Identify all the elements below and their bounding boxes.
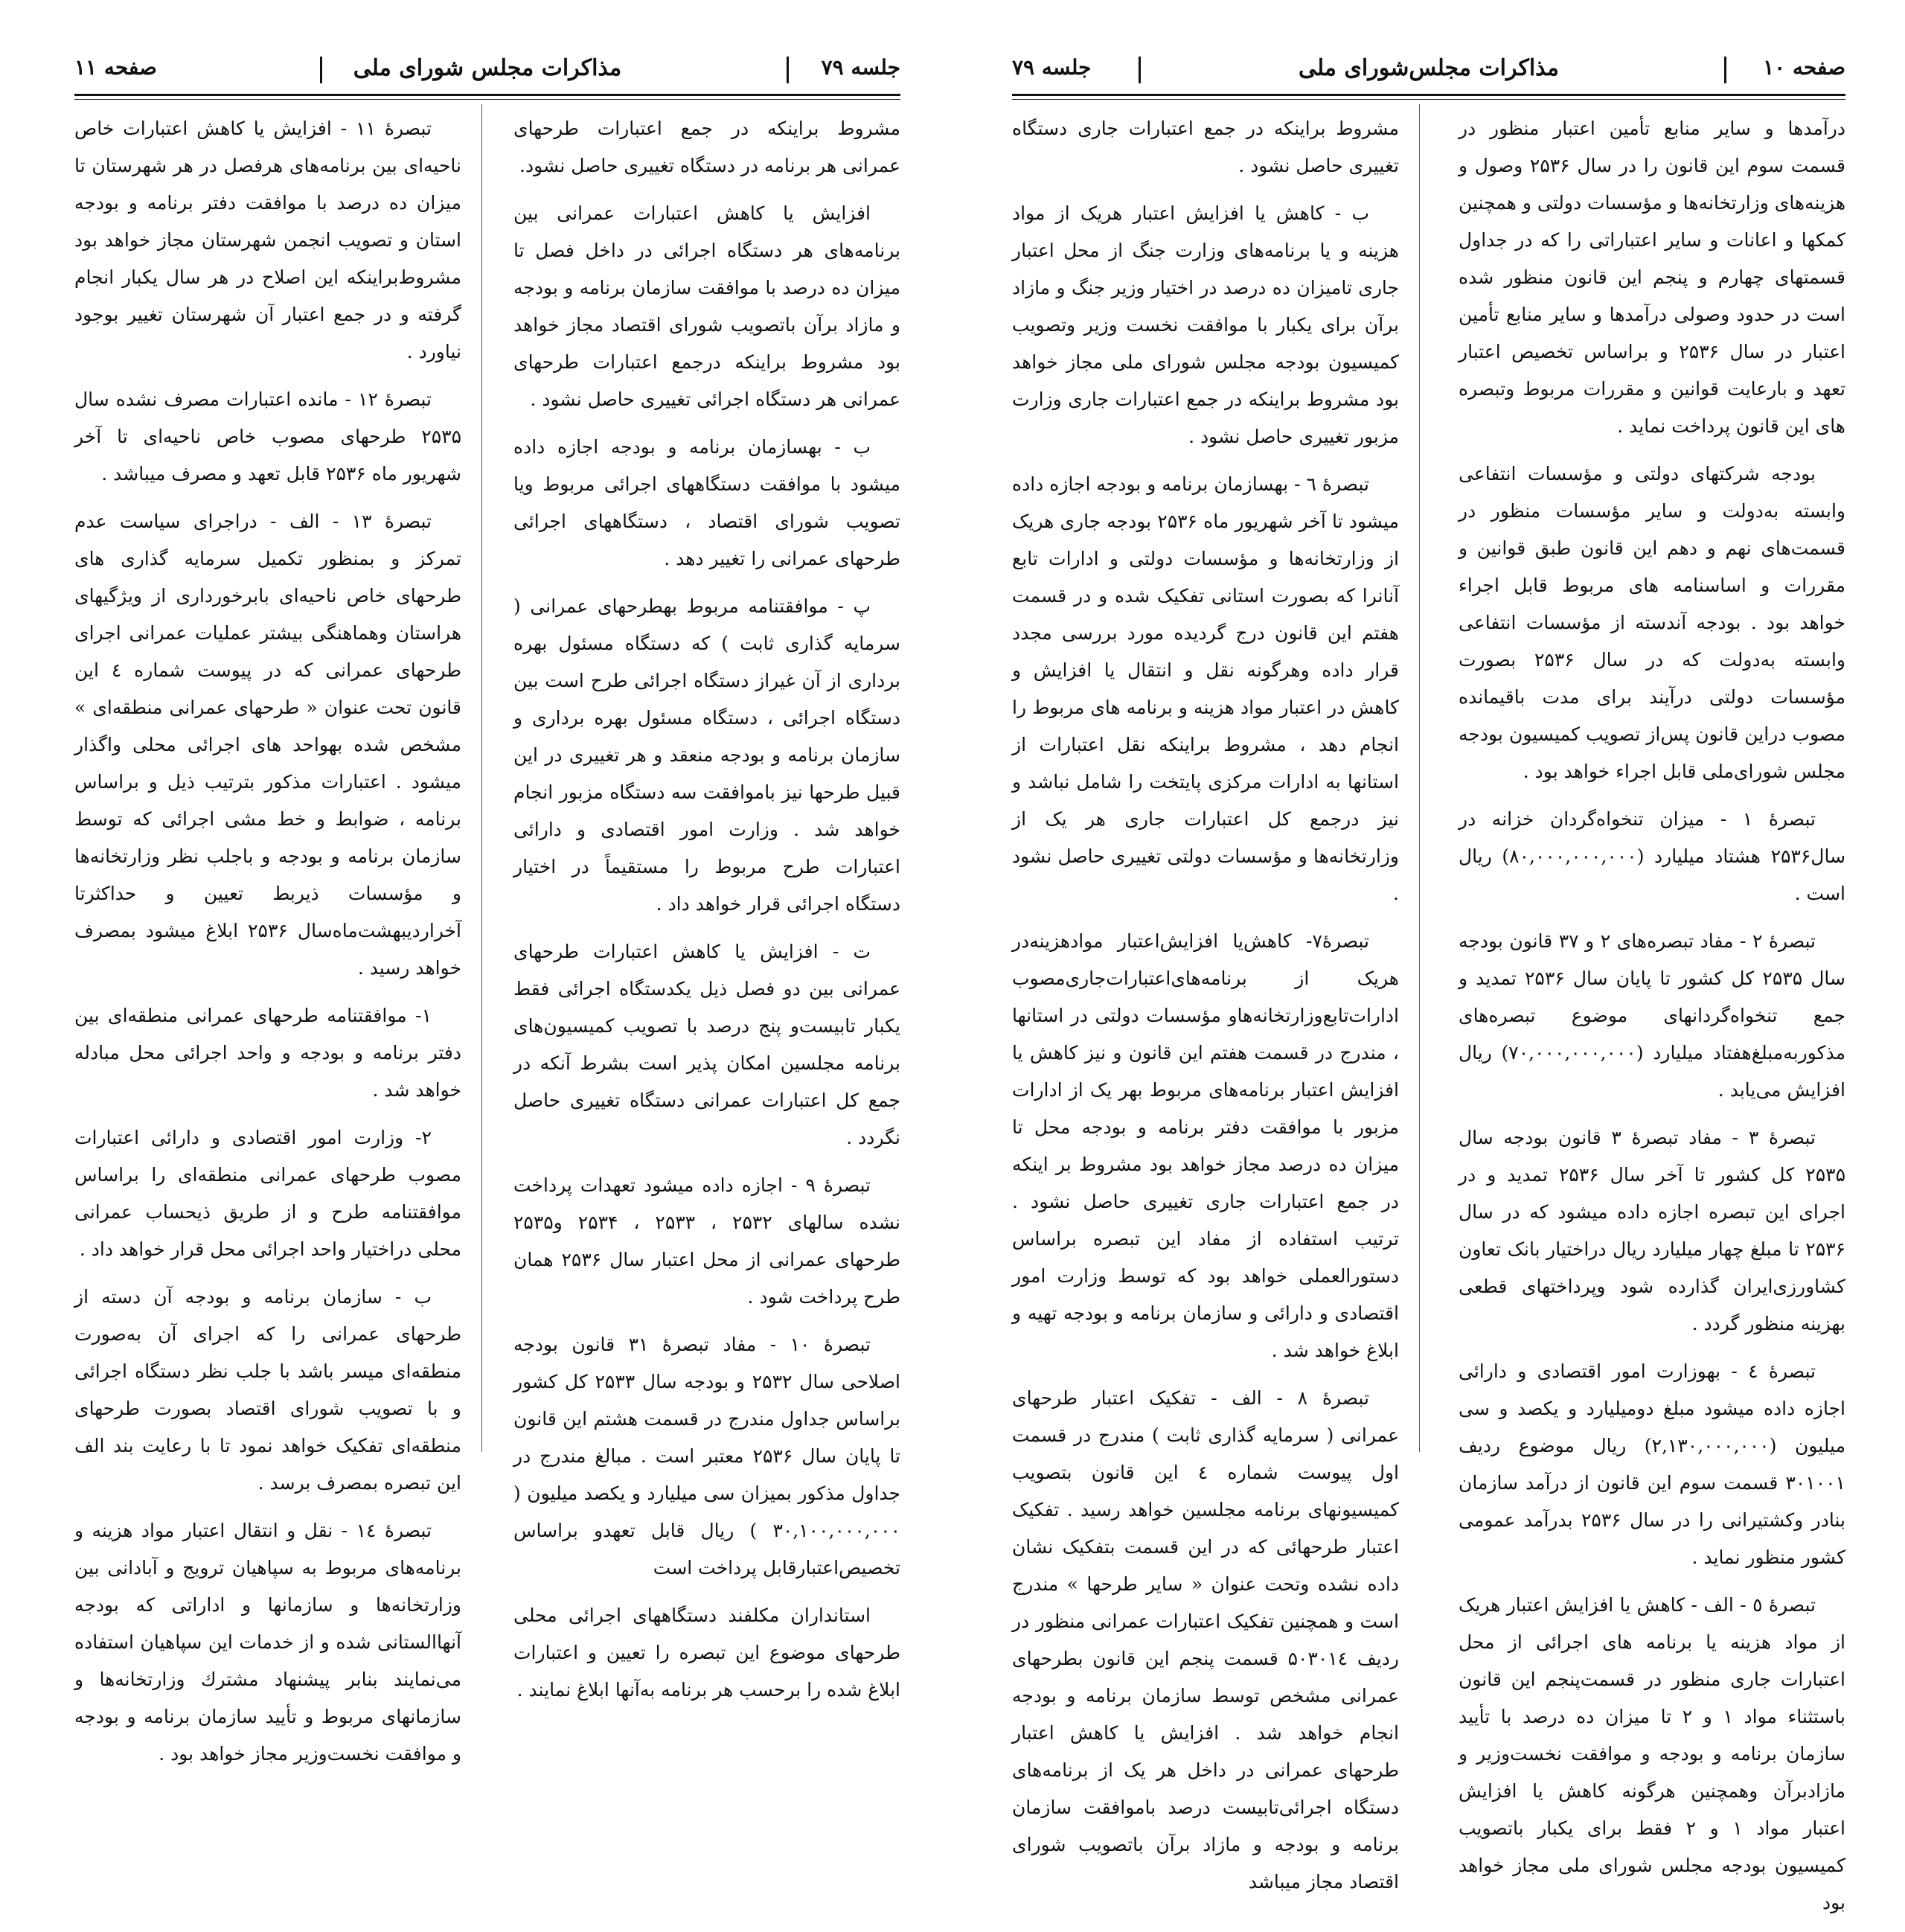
paragraph: استانداران مکلفند دستگاههای اجرائی محلی طرحهای موضوع این تبصره را تعیین و اعتبارات ابلاغ شده را برحسب هر برنامه به‌آنها ابلاغ نمایند . — [513, 1605, 900, 1701]
header-rule — [1012, 94, 1845, 96]
paragraph: تبصرهٔ ٦ - بهسازمان برنامه و بودجه اجازه داده میشود تا آخر شهریور ماه ۲۵۳۶ بودجه جاری هریک از وزارتخانه‌ها و مؤسسات دولتی و ادارات تابع آنانرا که بصورت استانی تفکیک شده و در قسمت هفتم این قانون درج گردیده مورد بررسی مجدد قرار داده وهرگونه نقل و انتقال یا افزایش و کاهش در اعتبار مواد هزینه و برنامه های مربوط را انجام دهد ، مشروط براینکه نقل اعتبارات از استانها به ادارات مرکزی پایتخت را شامل نباشد و نیز درجمع کل اعتبارات جاری هر یک از وزارتخانه‌ها و مؤسسات دولتی تغییری حاصل نشود . — [1012, 473, 1399, 904]
header-rule — [1012, 99, 1845, 100]
right-page-session: جلسه ۷۹ — [1012, 55, 1092, 80]
paragraph: تبصرهٔ ۱۳ - الف - دراجرای سیاست عدم تمرکز و بمنظور تکمیل سرمایه گذاری های طرحهای خاص ناحیه‌ای بابرخورداری از ویژگیهای هراستان وهماهنگی بیشتر عملیات عمرانی اجرای طرحهای عمرانی که در پیوست شماره ٤ این قانون تحت عنوان « طرحهای عمرانی منطقه‌ای » مشخص شده بهواحد های اجرائی محلی واگذار میشود . اعتبارات مذکور بترتیب ذیل و براساس برنامه ، ضوابط و خط مشی اجرائی که توسط سازمان برنامه و بودجه و باجلب نظر وزارتخانه‌ها و مؤسسات ذیربط تعیین و حداکثرتا آخراردیبهشت‌ماه‌سال ۲۵۳۶ ابلاغ میشود بمصرف خواهد رسید . — [74, 511, 461, 979]
paragraph: تبصرهٔ ١٤ - نقل و انتقال اعتبار مواد هزینه و برنامه‌های مربوط به سپاهیان ترویج و آبادانی بین وزارتخانه‌ها و سازمانها و اداراتی که بودجه آنهاالستانی شده و از خدمات این سپاهیان استفاده می‌نمایند بنابر پیشنهاد مشترك وزارتخانه‌ها و سازمانهای مربوط و تأیید سازمان برنامه و بودجه و موافقت نخست‌وزیر مجاز خواهد بود . — [74, 1520, 461, 1765]
paragraph: تبصرهٔ ۸ - الف - تفکیک اعتبار طرحهای عمرانی ( سرمایه گذاری ثابت ) مندرج در قسمت اول پیوست شماره ٤ این قانون بتصویب کمیسیونهای برنامه مجلسین خواهد رسید . تفکیک اعتبار طرحهائی که در این قسمت بتفکیک نشان داده نشده وتحت عنوان « سایر طرحها » مندرج است و همچنین تفکیک اعتبارات عمرانی منظور در ردیف ۵۰۳۰۱٤ قسمت پنجم این قانون بطرحهای عمرانی مشخص توسط سازمان برنامه و بودجه انجام خواهد شد . افزایش یا کاهش اعتبار طرحهای عمرانی در داخل هر یک از برنامه‌های دستگاه اجرائی‌تابیست درصد باموافقت سازمان برنامه و بودجه و مازاد برآن باتصویب شورای اقتصاد مجاز میباشد — [1012, 1387, 1399, 1893]
right-page-title: مذاکرات مجلس‌شورای ملی — [1298, 55, 1559, 81]
paragraph: تبصرهٔ ۳ - مفاد تبصرهٔ ۳ قانون بودجه سال ۲۵۳۵ کل کشور تا آخر سال ۲۵۳۶ تمدید و در اجرای این تبصره اجازه داده میشود که در سال ۲۵۳۶ تا مبلغ چهار میلیارد ریال دراختیار بانک تعاون کشاورزی‌ایران گذارده شود وپرداختهای قطعی بهزینه منظور گردد . — [1459, 1127, 1845, 1334]
paragraph: ب - سازمان برنامه و بودجه آن دسته از طرحهای عمرانی را که اجرای آن به‌صورت منطقه‌ای میسر باشد با جلب نظر دستگاه اجرائی و با تصویب شورای اقتصاد بصورت طرحهای منطقه‌ای تفکیک خواهد نمود تا با رعایت بند الف این تبصره بمصرف برسد . — [74, 1286, 461, 1494]
paragraph: درآمدها و سایر منابع تأمین اعتبار منظور در قسمت سوم این قانون را در سال ۲۵۳۶ وصول و هزینه‌های وزارتخانه‌ها و مؤسسات دولتی و همچنین کمکها و اعانات و سایر اعتباراتی را که در جداول قسمتهای چهارم و پنجم این قانون منظور شده است در حدود وصولی درآمدها و سایر منابع تأمین اعتبار در سال ۲۵۳۶ و براساس تخصیص اعتبار تعهد و بارعایت قوانین و مقررات مربوط وتبصره های این قانون پرداخت نماید . — [1459, 118, 1845, 437]
right-page-right-column — [1459, 110, 1845, 1932]
left-page-session: جلسه ۷۹ — [821, 55, 900, 80]
paragraph: ب - کاهش یا افزایش اعتبار هریک از مواد هزینه و یا برنامه‌های وزارت جنگ از محل اعتبار جاری تامیزان ده درصد در اختیار وزیر جنگ و مازاد برآن برای یکبار با موافقت نخست وزیر وتصویب کمیسیون بودجه مجلس شورای ملی مجاز خواهد بود مشروط براینکه در جمع اعتبارات جاری وزارت مزبور تغییری حاصل نشود . — [1012, 202, 1399, 447]
paragraph: ب - بهسازمان برنامه و بودجه اجازه داده میشود با موافقت دستگاههای اجرائی مربوط ویا تصویب شورای اقتصاد ، دستگاههای اجرائی طرحهای عمرانی را تغییر دهد . — [513, 436, 900, 569]
left-page-left-column — [74, 110, 461, 1783]
paragraph: پ - موافقتنامه مربوط بهطرحهای عمرانی ( سرمایه گذاری ثابت ) که دستگاه مسئول بهره برداری از آن غیراز دستگاه اجرائی طرح است بین دستگاه اجرائی ، دستگاه مسئول بهره برداری و سازمان برنامه و بودجه منعقد و هر تغییری در این قبیل طرحها نیز باموافقت سه دستگاه مزبور انجام خواهد شد . وزارت امور اقتصادی و دارائی اعتبارات طرح مربوط را مستقیماً در اختیار دستگاه اجرائی قرار خواهد داد . — [513, 595, 900, 915]
paragraph: افزایش یا کاهش اعتبارات عمرانی بین برنامه‌های هر دستگاه اجرائی در داخل فصل تا میزان ده درصد با موافقت سازمان برنامه و بودجه و مازاد برآن باتصویب شورای اقتصاد مجاز خواهد بود مشروط براینکه درجمع اعتبارات طرحهای عمرانی هر دستگاه اجرائی تغییری حاصل نشود . — [513, 202, 900, 410]
paragraph: تبصرهٔ ۱۲ - مانده اعتبارات مصرف نشده سال ۲۵۳۵ طرحهای مصوب خاص ناحیه‌ای تا آخر شهریور ماه ۲۵۳۶ قابل تعهد و مصرف میباشد . — [74, 388, 461, 484]
paragraph: مشروط براینکه در جمع اعتبارات طرحهای عمرانی هر برنامه در دستگاه تغییری حاصل نشود. — [513, 118, 900, 176]
header-rule — [74, 99, 900, 100]
right-page — [1012, 0, 1846, 1913]
paragraph: ۲- وزارت امور اقتصادی و دارائی اعتبارات مصوب طرحهای عمرانی منطقه‌ای را براساس موافقتنامه طرح و از طریق ذیحساب عمرانی محلی دراختیار واحد اجرائی محل قرار خواهد داد . — [74, 1127, 461, 1260]
paragraph: تبصرهٔ۷- کاهش‌یا افزایش‌اعتبار موادهزینه‌در هریک از برنامه‌های‌اعتبارات‌جاری‌مصوب ادارات‌تابع‌وزارتخانه‌هاو مؤسسات دولتی در استانها ، مندرج در قسمت هفتم این قانون و نیز کاهش یا افزایش اعتبار برنامه‌های مربوط بهر یک از ادارات مزبور با موافقت دفتر برنامه و بودجه محل تا میزان ده درصد مجاز خواهد بود مشروط بر اینکه در جمع اعتبارات جاری تغییری حاصل نشود . ترتیب استفاده از مفاد این تبصره براساس دستورالعملی خواهد بود که توسط وزارت امور اقتصادی و دارائی و سازمان برنامه و بودجه تهیه و ابلاغ خواهد شد . — [1012, 930, 1399, 1361]
left-page-right-column — [513, 110, 900, 1719]
paragraph: تبصرهٔ ۱ - میزان تنخواه‌گردان خزانه در سال۲۵۳۶ هشتاد میلیارد (۸۰,۰۰۰,۰۰۰,۰۰۰) ریال است . — [1459, 808, 1846, 904]
left-page-header — [74, 55, 900, 94]
left-page-number: صفحه ۱۱ — [74, 55, 157, 80]
paragraph: تبصرهٔ ۲ - مفاد تبصره‌های ۲ و ۳۷ قانون بودجه سال ۲۵۳۵ کل کشور تا پایان سال ۲۵۳۶ تمدید و جمع تنخواه‌گردانهای موضوع تبصره‌های مذکوربه‌مبلغ‌هفتاد میلیارد (۷۰,۰۰۰,۰۰۰,۰۰۰) ریال افزایش می‌یابد . — [1459, 930, 1845, 1101]
paragraph: تبصرهٔ ٤ - بهوزارت امور اقتصادی و دارائی اجازه داده میشود مبلغ دومیلیارد و یکصد و سی میلیون (۲,۱۳۰,۰۰۰,۰۰۰) ریال موضوع ردیف ۳۰۱۰۰۱ قسمت سوم این قانون از درآمد سازمان بنادر وکشتیرانی را در سال ۲۵۳۶ بدرآمد عمومی کشور منظور نماید . — [1459, 1360, 1845, 1568]
header-separator — [320, 57, 322, 83]
paragraph: تبصرهٔ ۱۰ - مفاد تبصرهٔ ۳۱ قانون بودجه اصلاحی سال ۲۵۳۲ و بودجه سال ۲۵۳۳ کل کشور براساس جداول مندرج در قسمت هشتم این قانون تا پایان سال ۲۵۳۶ معتبر است . مبالغ مندرج در جداول مذکور بمیزان سی میلیارد و یکصد میلیون ( ۳۰,۱۰۰,۰۰۰,۰۰۰ ) ریال قابل تعهدو براساس تخصیص‌اعتبارقابل پرداخت است — [513, 1334, 901, 1578]
paragraph: مشروط براینکه در جمع اعتبارات جاری دستگاه تغییری حاصل نشود . — [1012, 118, 1399, 176]
paragraph: تبصرهٔ ۱۱ - افزایش یا کاهش اعتبارات خاص ناحیه‌ای بین برنامه‌های هرفصل در هر شهرستان تا میزان ده درصد با موافقت دفتر برنامه و بودجه استان و تصویب انجمن شهرستان مجاز خواهد بود مشروط‌براینکه این اصلاح در هر سال یکبار انجام گرفته و در جمع اعتبار آن شهرستان تغییر بوجود نیاورد . — [74, 118, 461, 362]
header-separator — [1139, 57, 1141, 83]
header-rule — [74, 94, 900, 96]
header-separator — [787, 57, 789, 83]
paragraph: تبصرهٔ ٥ - الف - کاهش یا افزایش اعتبار هریک از مواد هزینه یا برنامه های اجرائی از محل اعتبارات جاری منظور در قسمت‌پنجم این قانون باستثناء مواد ۱ و ۲ تا میزان ده درصد با تأیید سازمان برنامه و بودجه و موافقت نخست‌وزیر و مازادبرآن وهمچنین هرگونه کاهش یا افزایش اعتبار مواد ۱ و ۲ فقط برای یکبار باتصویب کمیسیون بودجه مجلس شورای ملی مجاز خواهد بود — [1459, 1594, 1846, 1913]
header-separator — [1724, 57, 1726, 83]
paragraph: ت - افزایش یا کاهش اعتبارات طرحهای عمرانی بین دو فصل ذیل یکدستگاه اجرائی فقط یکبار تابیست‌و پنج درصد با تصویب کمیسیون‌های برنامه مجلسین امکان پذیر است بشرط آنکه در جمع کل اعتبارات عمرانی دستگاه تغییری حاصل نگردد . — [513, 941, 900, 1148]
paragraph: بودجه شرکتهای دولتی و مؤسسات انتفاعی وابسته به‌دولت و سایر مؤسسات منظور در قسمت‌های نهم و دهم این قانون طبق قوانین و مقررات و اساسنامه های مربوط قابل اجراء خواهد بود . بودجه آندسته از مؤسسات انتفاعی وابسته به‌دولت که در سال ۲۵۳۶ بصورت مؤسسات دولتی درآیند برای مدت باقیمانده مصوب دراین قانون پس‌از تصویب کمیسیون بودجه مجلس شورای‌ملی قابل اجراء خواهد بود . — [1459, 463, 1845, 782]
column-divider — [481, 104, 482, 1452]
paragraph: ۱- موافقتنامه طرحهای عمرانی منطقه‌ای بین دفتر برنامه و بودجه و واحد اجرائی محل مبادله خواهد شد . — [74, 1005, 461, 1101]
column-divider — [1419, 104, 1420, 1452]
paragraph: تبصرهٔ ۹ - اجازه داده میشود تعهدات پرداخت نشده سالهای ۲۵۳۲ ، ۲۵۳۳ ، ۲۵۳۴ و۲۵۳۵ طرحهای عمرانی از محل اعتبار سال ۲۵۳۶ همان طرح پرداخت شود . — [513, 1174, 900, 1308]
right-page-left-column — [1012, 110, 1399, 1911]
right-page-number: صفحه ۱۰ — [1763, 55, 1845, 80]
right-page-header — [1012, 55, 1845, 94]
left-page-title: مذاکرات مجلس شورای ملی — [353, 55, 622, 81]
left-page — [74, 0, 901, 1765]
